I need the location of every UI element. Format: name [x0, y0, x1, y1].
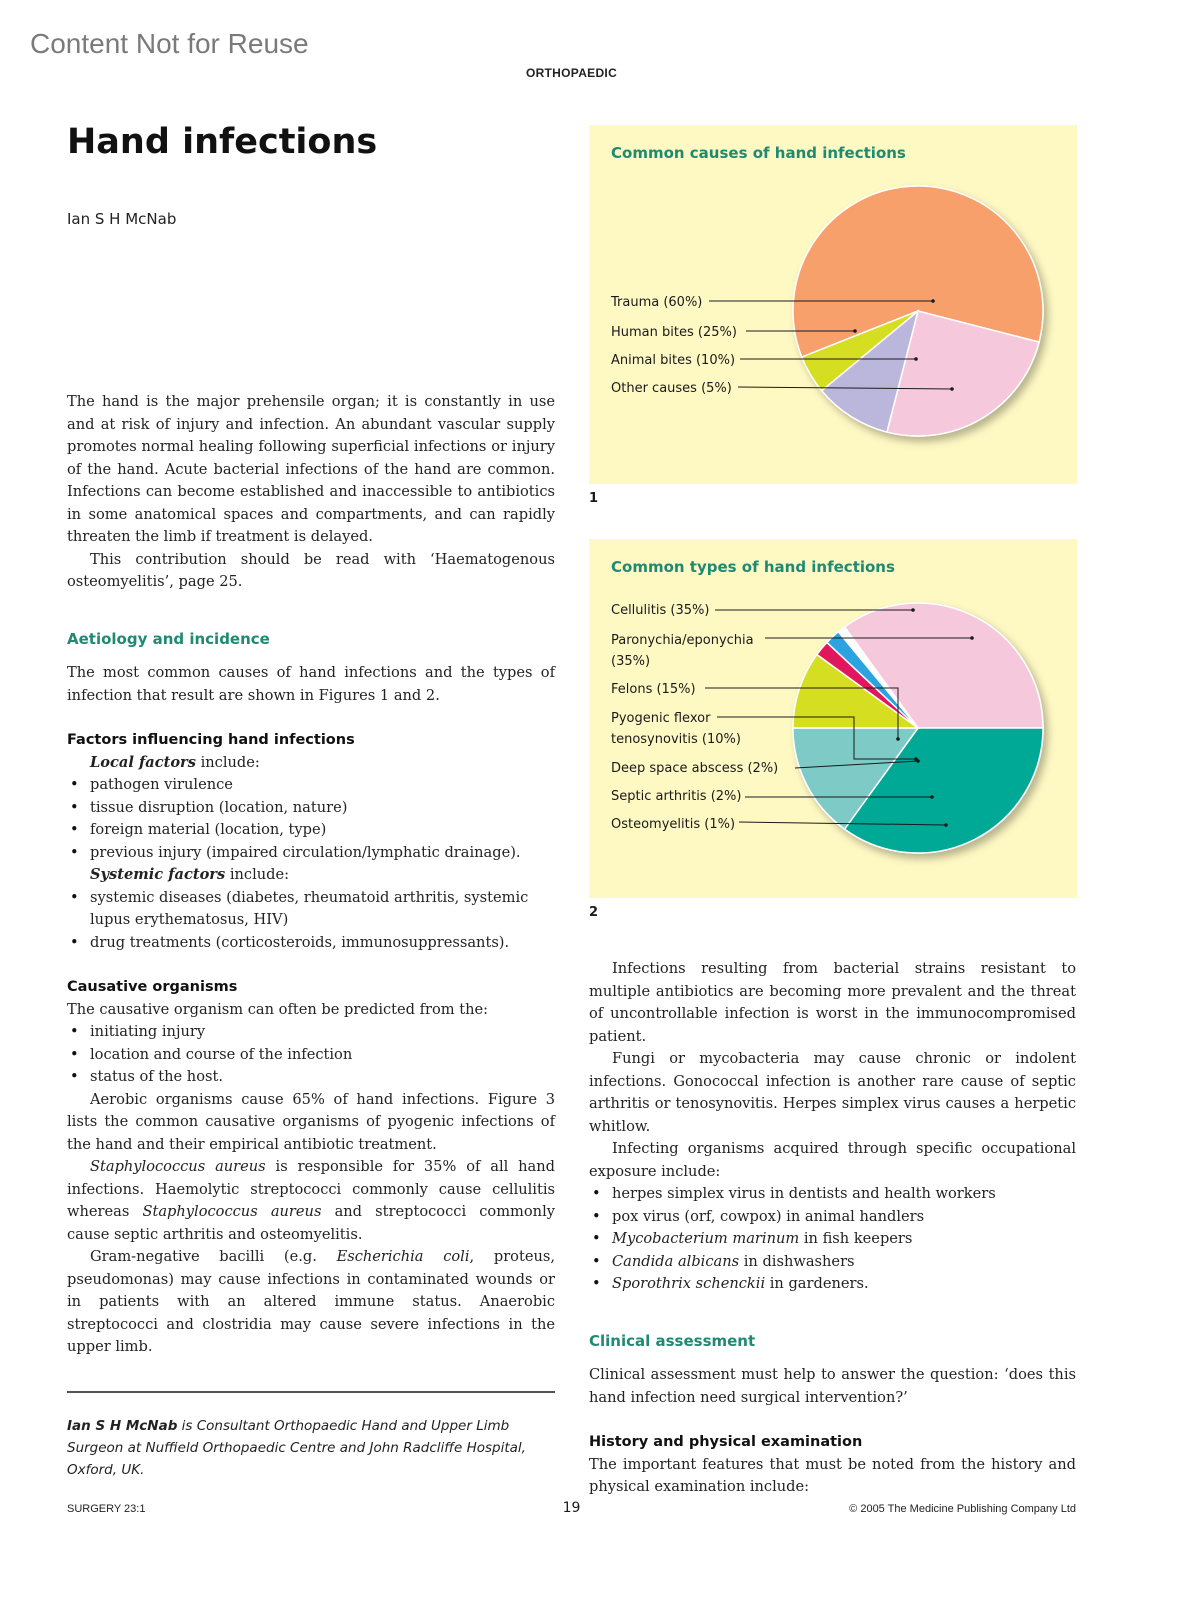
figure-2-chart	[589, 539, 1077, 898]
list-item: • previous injury (impaired circulation/lymphatic drainage).	[90, 842, 555, 865]
leader-dot-animal-bites	[914, 357, 918, 361]
figure-1-box	[589, 125, 1077, 484]
left-column	[67, 391, 555, 1359]
legend-label-paronychia-eponychia: (35%)	[611, 654, 651, 669]
list-item: • Mycobacterium marinum in fish keepers	[612, 1228, 1076, 1251]
figure-1-number: 1	[589, 491, 599, 506]
leader-dot-other-causes	[950, 387, 954, 391]
clinical-paragraph: Clinical assessment must help to answer the question: ‘does this hand infection need surgical intervention?’	[589, 1366, 1076, 1406]
subheading-organisms: Causative organisms	[67, 979, 238, 995]
leader-dot-osteomyelitis	[944, 823, 948, 827]
figure-2-title: Common types of hand infections	[611, 558, 895, 576]
systemic-factors-lead: Systemic factors include:	[90, 866, 290, 883]
organisms-paragraph: Gram-negative bacilli (e.g. Escherichia coli, proteus, pseudomonas) may cause infections in contaminated wounds or in patients with an altered immune status. Anaerobic streptococci and clostridia may cause severe infections in the upper limb.	[67, 1248, 555, 1355]
section-header: ORTHOPAEDIC	[525, 66, 618, 80]
body-paragraph: Infections resulting from bacterial strains resistant to multiple antibiotics are becoming more prevalent and the threat of uncontrollable infection is worst in the immunocompromised patient.	[589, 960, 1076, 1045]
legend-label-human-bites: Human bites (25%)	[611, 325, 737, 340]
list-item: • location and course of the infection	[90, 1044, 555, 1067]
leader-dot-trauma	[931, 299, 935, 303]
figure-2-number: 2	[589, 905, 599, 920]
footer-journal: SURGERY 23:1	[67, 1503, 146, 1515]
legend-label-trauma: Trauma (60%)	[611, 295, 703, 310]
figure-2-box	[589, 539, 1077, 898]
legend-label-animal-bites: Animal bites (10%)	[611, 353, 736, 368]
list-item: • initiating injury	[90, 1021, 555, 1044]
subheading-factors: Factors influencing hand infections	[67, 732, 355, 748]
legend-label-pyogenic-flexor-tenosynovitis: Pyogenic flexor	[611, 711, 711, 726]
legend-label-osteomyelitis: Osteomyelitis (1%)	[611, 817, 736, 832]
figure-1-title: Common causes of hand infections	[611, 144, 906, 162]
author-name: Ian S H McNab	[67, 210, 177, 228]
leader-dot-paronychia-eponychia	[970, 636, 974, 640]
list-item: • drug treatments (corticosteroids, immunosuppressants).	[90, 932, 555, 955]
legend-label-felons: Felons (15%)	[611, 682, 696, 697]
watermark: Content Not for Reuse	[30, 28, 309, 59]
footer-copyright: © 2005 The Medicine Publishing Company Ltd	[849, 1503, 1076, 1515]
leader-dot-deep-space-abscess	[916, 759, 920, 763]
figure-1-chart	[589, 125, 1077, 484]
organisms-paragraph: Aerobic organisms cause 65% of hand infections. Figure 3 lists the common causative organisms of pyogenic infections of the hand and their empirical antibiotic treatment.	[67, 1090, 555, 1153]
list-item: • pox virus (orf, cowpox) in animal handlers	[612, 1206, 1076, 1229]
leader-dot-septic-arthritis	[930, 795, 934, 799]
article-title: Hand infections	[67, 122, 378, 162]
list-item: • systemic diseases (diabetes, rheumatoid arthritis, systemic lupus erythematosus, HIV)	[90, 887, 555, 932]
legend-label-cellulitis: Cellulitis (35%)	[611, 603, 710, 618]
page-number: 19	[562, 1500, 581, 1516]
subheading-history: History and physical examination	[589, 1434, 863, 1450]
footnote-divider	[67, 1391, 555, 1393]
aetiology-paragraph: The most common causes of hand infections and the types of infection that result are shown in Figures 1 and 2.	[67, 664, 555, 704]
organisms-paragraph: Staphylococcus aureus is responsible for 35% of all hand infections. Haemolytic streptococci commonly cause cellulitis whereas Staphylococcus aureus and streptococci commonly cause septic arthritis and osteomyelitis.	[67, 1158, 555, 1243]
right-column	[589, 958, 1076, 1499]
list-item: • pathogen virulence	[90, 774, 555, 797]
local-factors-list	[67, 774, 555, 864]
local-factors-lead: Local factors include:	[90, 753, 260, 771]
list-item: • herpes simplex virus in dentists and health workers	[612, 1183, 1076, 1206]
intro-paragraph: The hand is the major prehensile organ; it is constantly in use and at risk of injury and infection. An abundant vascular supply promotes normal healing following superficial infections or injury of the hand. Acute bacterial infections of the hand are common. Infections can become established and inaccessible to antibiotics in some anatomical spaces and compartments, and can rapidly threaten the limb if treatment is delayed.	[67, 393, 555, 545]
occupational-list	[589, 1183, 1076, 1296]
list-item: • tissue disruption (location, nature)	[90, 797, 555, 820]
legend-label-deep-space-abscess: Deep space abscess (2%)	[611, 761, 779, 776]
intro-paragraph: This contribution should be read with ‘Haematogenous osteomyelitis’, page 25.	[67, 550, 555, 590]
list-item: • Sporothrix schenckii in gardeners.	[612, 1273, 1076, 1296]
history-paragraph: The important features that must be noted from the history and physical examination include:	[589, 1455, 1076, 1495]
list-item: • status of the host.	[90, 1066, 555, 1089]
legend-label-paronychia-eponychia: Paronychia/eponychia	[611, 633, 754, 648]
section-heading-aetiology: Aetiology and incidence	[67, 629, 270, 648]
body-paragraph: Fungi or mycobacteria may cause chronic or indolent infections. Gonococcal infection is another rare cause of septic arthritis or tenosynovitis. Herpes simplex virus causes a herpetic whitlow.	[589, 1050, 1076, 1135]
leader-dot-human-bites	[853, 329, 857, 333]
legend-label-other-causes: Other causes (5%)	[611, 381, 732, 396]
leader-dot-felons	[896, 737, 900, 741]
organisms-lead: The causative organism can often be predicted from the:	[67, 1000, 489, 1018]
legend-label-septic-arthritis: Septic arthritis (2%)	[611, 789, 742, 804]
author-affiliation: Ian S H McNab is Consultant Orthopaedic Hand and Upper Limb Surgeon at Nuffield Orthopaedic Centre and John Radcliffe Hospital, Oxford, UK.	[67, 1418, 526, 1478]
body-paragraph: Infecting organisms acquired through specific occupational exposure include:	[589, 1140, 1076, 1180]
leader-dot-cellulitis	[911, 608, 915, 612]
systemic-factors-list	[67, 887, 555, 955]
legend-label-pyogenic-flexor-tenosynovitis: tenosynovitis (10%)	[611, 732, 741, 747]
section-heading-clinical: Clinical assessment	[589, 1331, 756, 1350]
list-item: • Candida albicans in dishwashers	[612, 1251, 1076, 1274]
list-item: • foreign material (location, type)	[90, 819, 555, 842]
organisms-list	[67, 1021, 555, 1089]
